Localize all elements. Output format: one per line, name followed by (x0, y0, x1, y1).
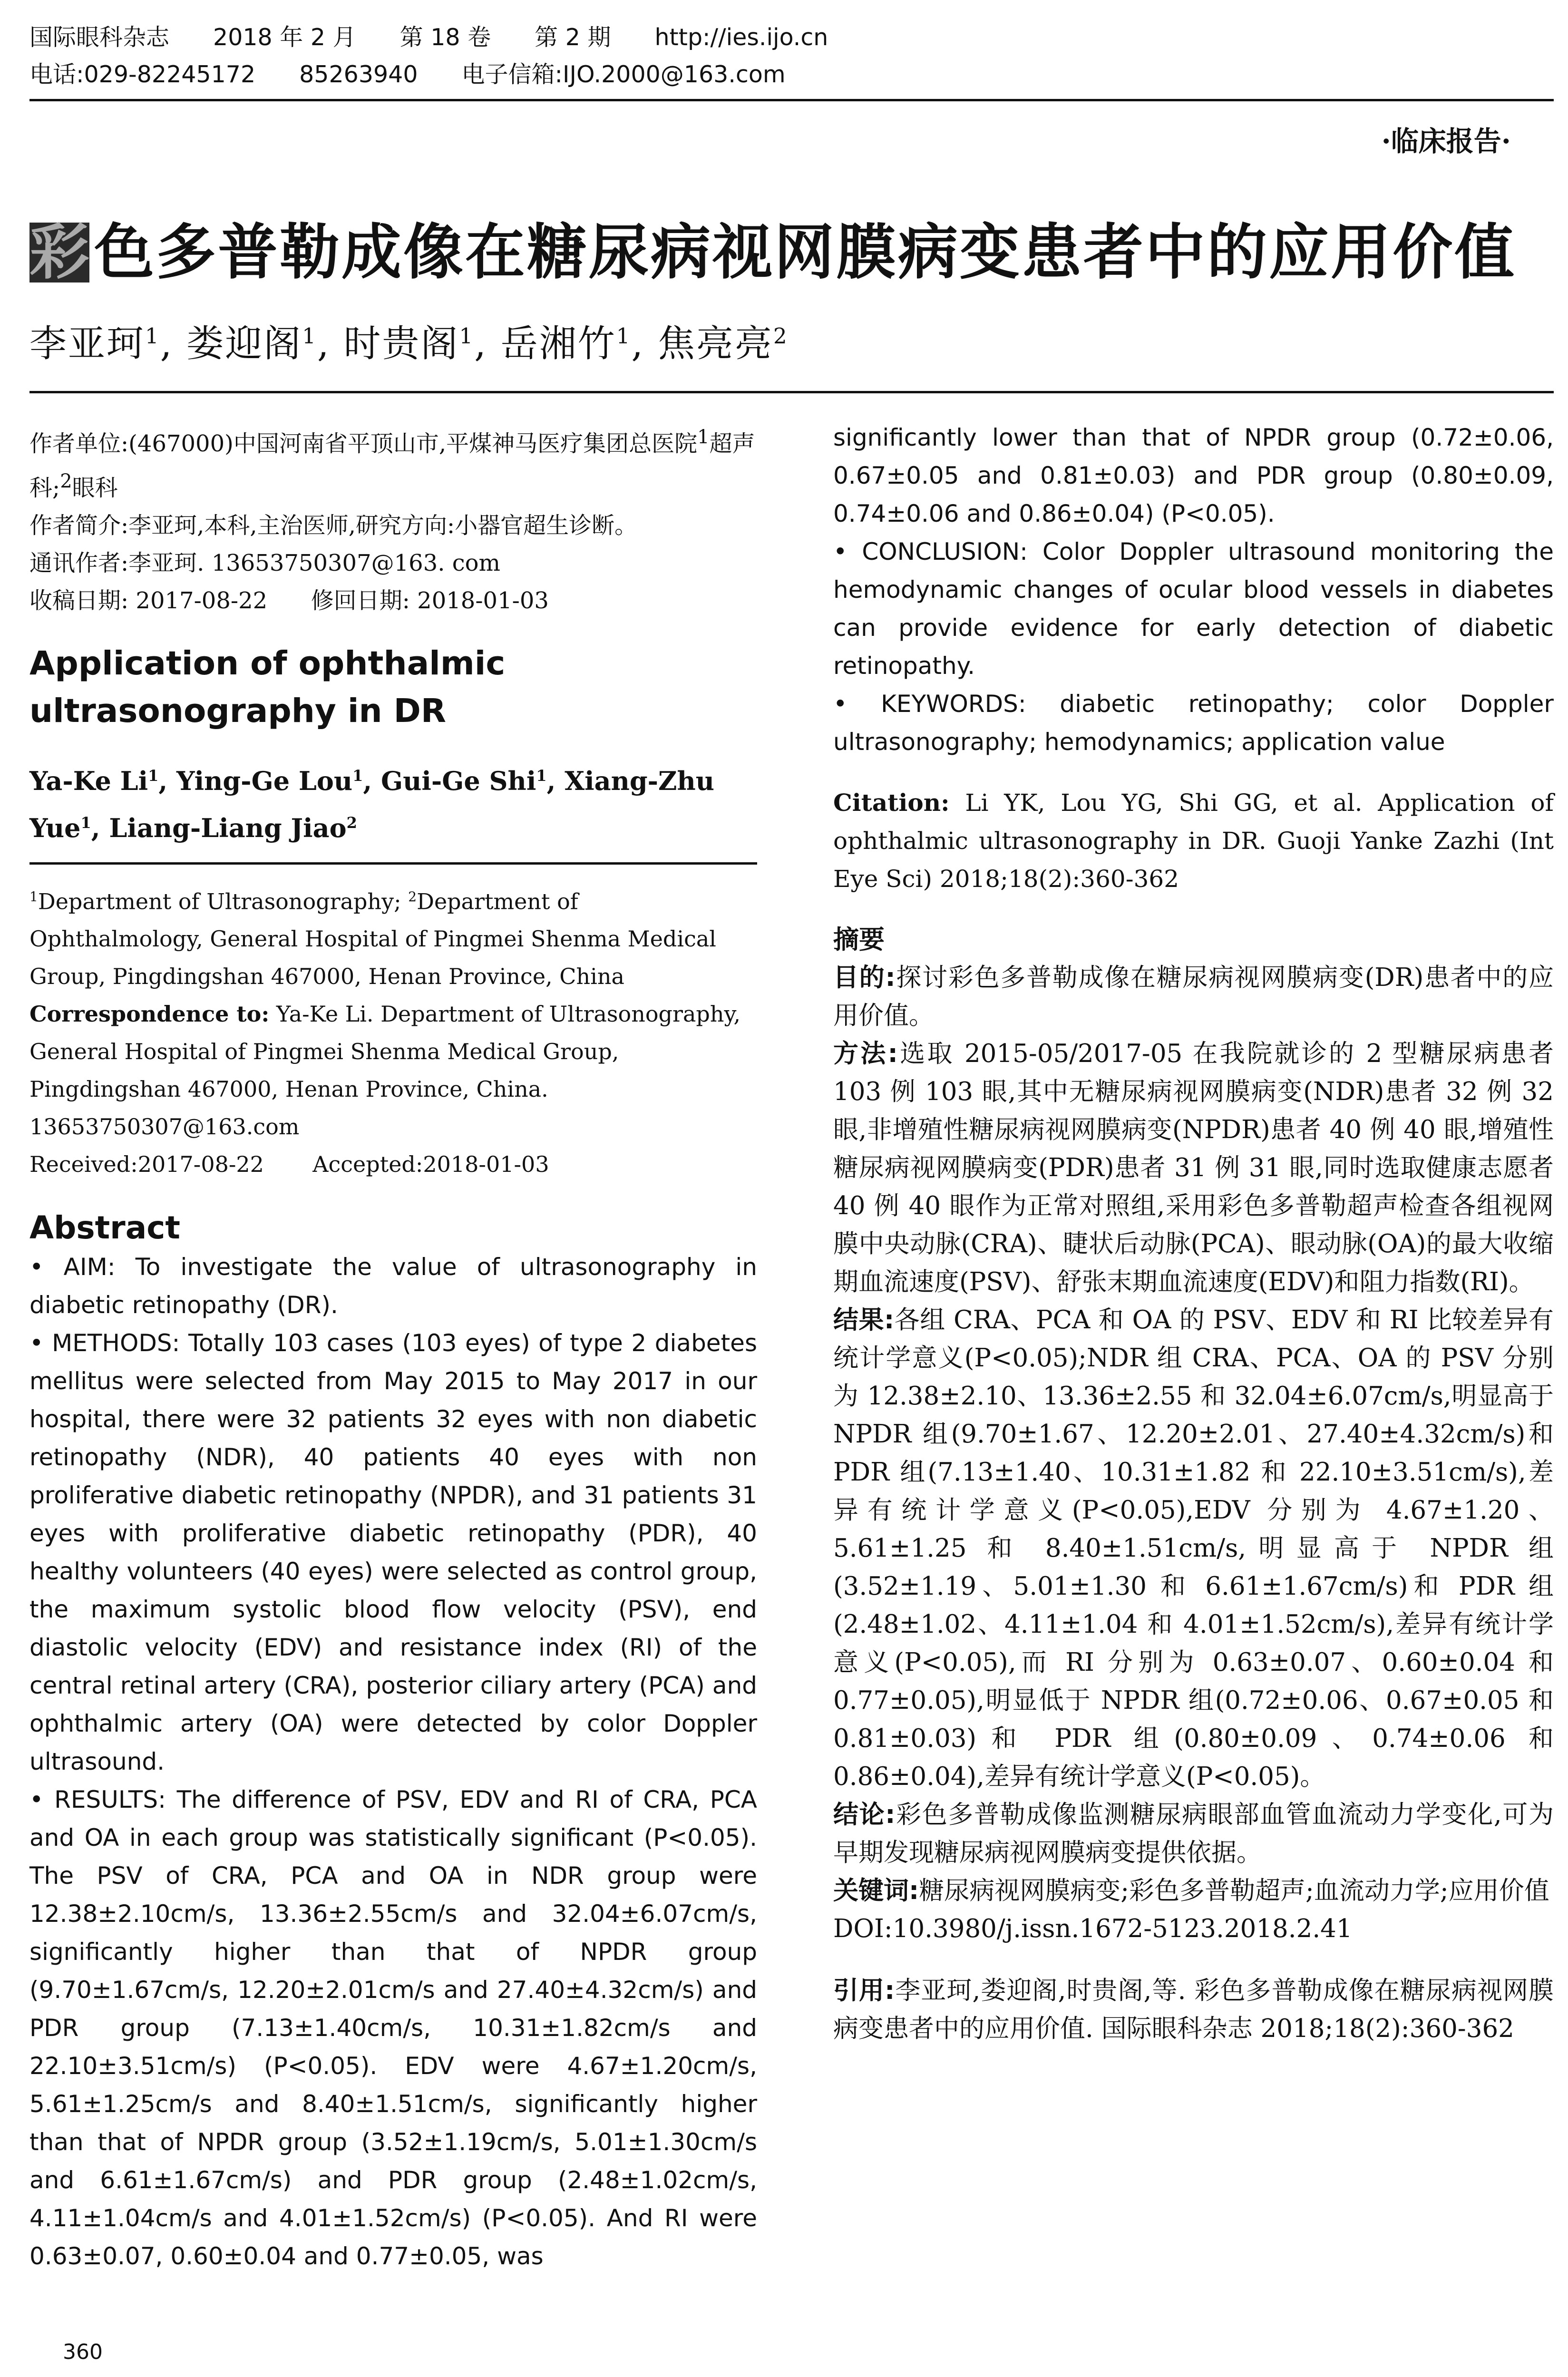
conclusion-label: • CONCLUSION: (833, 538, 1028, 565)
citation-en (833, 784, 1554, 898)
cn-conclusion (833, 1796, 1554, 1872)
author-sup: 2 (346, 814, 357, 832)
unit-sup: 2 (60, 470, 72, 492)
title-dropcap: 彩 (29, 217, 91, 287)
author-bio: 作者简介:李亚珂,本科,主治医师,研究方向:小器官超生诊断。 (29, 512, 638, 539)
author-en: Xiang-Zhu Yue (29, 766, 714, 843)
author-sup: 1 (80, 814, 91, 832)
cn-citation-text: 李亚珂,娄迎阁,时贵阁,等. 彩色多普勒成像在糖尿病视网膜病变患者中的应用价值. 国际眼科杂志 2018;18(2):360-362 (833, 1976, 1554, 2043)
left-column (29, 419, 757, 2275)
author-cn: 焦亮亮 (658, 322, 774, 365)
cn-keywords-text: 糖尿病视网膜病变;彩色多普勒超声;血流动力学;应用价值 (919, 1876, 1549, 1905)
methods-text: Totally 103 cases (103 eyes) of type 2 diabetes mellitus were selected from May 2015 to May 2017 in our hospital, there were 32 patients 32 eyes with non diabetic retinopathy (NDR), 40 patients 40 eyes with non proliferative diabetic retinopathy (NPDR), and 31 patients 31 eyes with proliferative diabetic retinopathy (PDR), 40 healthy volunteers (40 eyes) were selected as control group, the maximum systolic blood flow velocity (PSV), end diastolic velocity (EDV) and resistance index (RI) of the central retinal artery (CRA), posterior ciliary artery (PCA) and ophthalmic artery (OA) were detected by color Doppler ultrasound. (29, 1329, 757, 1776)
corresponding-author: 通讯作者:李亚珂. 13653750307@163. com (29, 550, 501, 576)
author-cn: 岳湘竹 (500, 322, 616, 365)
citation-label: Citation: (833, 789, 950, 817)
email[interactable]: 电子信箱:IJO.2000@163.com (461, 61, 786, 88)
aim-text: To investigate the value of ultrasonography in diabetic retinopathy (DR). (29, 1253, 757, 1319)
affiliation-rule (29, 862, 757, 865)
affil-dept: Department of Ultrasonography; (38, 888, 401, 915)
phone: 电话:029-82245172 (29, 61, 256, 88)
volume: 第 18 卷 (399, 24, 491, 51)
received-date: Received:2017-08-22 (29, 1151, 264, 1178)
cn-conclusion-text: 彩色多普勒成像监测糖尿病眼部血管血流动力学变化,可为早期发现糖尿病视网膜病变提供依据。 (833, 1800, 1554, 1867)
affil-dept: Department of Ophthalmology, General Hospital of Pingmei Shenma Medical Group, Pingdingshan 467000, Henan Province, China (29, 888, 716, 990)
page-number: 360 (63, 2340, 103, 2364)
abstract-aim (29, 1248, 757, 1324)
aim-label: • AIM: (29, 1253, 116, 1281)
abstract-heading: Abstract (29, 1209, 180, 1247)
author-list-cn: 李亚珂$^1$, 娄迎阁$^1$, 时贵阁$^1$, 岳湘竹$^1$, 焦亮亮$^2$ (29, 322, 789, 365)
author-sup: 1 (302, 323, 317, 349)
conclusion-text: Color Doppler ultrasound monitoring the hemodynamic changes of ocular blood vessels in diabetes can provide evidence for early detection of diabetic retinopathy. (833, 538, 1554, 680)
revised-date-cn: 修回日期: 2018-01-03 (311, 587, 549, 614)
author-sup: 1 (616, 323, 632, 349)
author-list-en: Ya-Ke Li$^1$, Ying-Ge Lou$^1$, Gui-Ge Shi$^1$, Xiang-Zhu Yue$^1$, Liang-Liang Jiao$^2$ (29, 766, 714, 843)
author-sup: 1 (145, 323, 160, 349)
issue-date: 2018 年 2 月 (213, 24, 356, 51)
results-label: • RESULTS: (29, 1786, 166, 1814)
right-column (833, 419, 1554, 2048)
author-en: Liang-Liang Jiao (109, 813, 347, 843)
english-title: Application of ophthalmic ultrasonography in DR (29, 644, 506, 730)
author-sup: 1 (352, 767, 363, 785)
abstract-conclusion (833, 533, 1554, 685)
unit-dept: 超声科; (29, 430, 755, 501)
cn-aim-label: 目的: (833, 963, 896, 992)
cn-citation-label: 引用: (833, 1976, 895, 2005)
title-text: 色多普勒成像在糖尿病视网膜病变患者中的应用价值 (94, 217, 1516, 287)
author-sup: 1 (459, 323, 475, 349)
cn-keywords (833, 1872, 1554, 1910)
header-rule (29, 99, 1554, 101)
doi[interactable]: DOI:10.3980/j.issn.1672-5123.2018.2.41 (833, 1914, 1353, 1943)
header-line-1 (29, 19, 1554, 56)
phone-2: 85263940 (299, 61, 418, 88)
unit-text: 作者单位:(467000)中国河南省平顶山市,平煤神马医疗集团总医院 (29, 430, 698, 457)
author-en: Ying-Ge Lou (176, 766, 353, 796)
keywords-label: • KEYWORDS: (833, 690, 1026, 718)
author-en: Gui-Ge Shi (380, 766, 536, 796)
author-sup: 2 (773, 323, 789, 349)
cn-results-label: 结果: (833, 1305, 895, 1335)
section-tag: ·临床报告· (1381, 125, 1511, 157)
author-en: Ya-Ke Li (29, 766, 148, 796)
journal-name: 国际眼科杂志 (29, 24, 170, 51)
cn-abstract-heading: 摘要 (833, 925, 885, 955)
author-sup: 1 (148, 767, 159, 785)
affil-sup: 2 (408, 889, 417, 905)
citation-cn (833, 1972, 1554, 2048)
abstract-results (29, 1781, 757, 2275)
author-cn: 时贵阁 (343, 322, 459, 365)
correspondence-text: Ya-Ke Li. Department of Ultrasonography, General Hospital of Pingmei Shenma Medical Group, Pingdingshan 467000, Henan Province, China. 13653750307@163.com (29, 1001, 740, 1140)
accepted-date: Accepted:2018-01-03 (312, 1151, 549, 1178)
author-sup: 1 (536, 767, 547, 785)
article-title (29, 205, 1516, 291)
affiliation (29, 878, 757, 1183)
cn-aim-text: 探讨彩色多普勒成像在糖尿病视网膜病变(DR)患者中的应用价值。 (833, 963, 1554, 1030)
dates-cn (29, 582, 757, 620)
abstract-results-cont: significantly lower than that of NPDR group (0.72±0.06, 0.67±0.05 and 0.81±0.03) and PDR group (0.80±0.09, 0.74±0.06 and 0.86±0.04) (P<0.05). (833, 424, 1554, 527)
title-rule (29, 391, 1554, 393)
unit-sup: 1 (697, 426, 710, 448)
header-line-2 (29, 56, 1554, 93)
cn-results-text: 各组 CRA、PCA 和 OA 的 PSV、EDV 和 RI 比较差异有统计学意义(P<0.05);NDR 组 CRA、PCA、OA 的 PSV 分别为 12.38±2.10、13.36±2.55 和 32.04±6.07cm/s,明显高于 NPDR 组(9.70±1.67、12.20±2.01、27.40±4.32cm/s)和 PDR 组(7.13±1.40、10.31±1.82 和 22.10±3.51cm/s),差异有统计学意义(P<0.05),EDV 分别为 4.67±1.20、5.61±1.25 和 8.40±1.51cm/s,明显高于 NPDR 组(3.52±1.19、5.01±1.30 和 6.61±1.67cm/s)和 PDR 组(2.48±1.02、4.11±1.04 和 4.01±1.52cm/s),差异有统计学意义(P<0.05),而 RI 分别为 0.63±0.07、0.60±0.04 和 0.77±0.05),明显低于 NPDR 组(0.72±0.06、0.67±0.05 和 0.81±0.03)和 PDR 组(0.80±0.09、0.74±0.06 和 0.86±0.04),差异有统计学意义(P<0.05)。 (833, 1305, 1554, 1791)
journal-header (29, 19, 1554, 93)
cn-aim (833, 959, 1554, 1035)
received-date-cn: 收稿日期: 2017-08-22 (29, 587, 268, 614)
methods-label: • METHODS: (29, 1329, 180, 1357)
author-unit (29, 419, 757, 507)
correspondence-label: Correspondence to: (29, 1001, 270, 1027)
unit-dept: 眼科 (72, 475, 118, 501)
citation-text: Li YK, Lou YG, Shi GG, et al. Application of ophthalmic ultrasonography in DR. Guoji Yanke Zazhi (Int Eye Sci) 2018;18(2):360-362 (833, 789, 1554, 893)
cn-methods-text: 选取 2015-05/2017-05 在我院就诊的 2 型糖尿病患者 103 例 103 眼,其中无糖尿病视网膜病变(NDR)患者 32 例 32 眼,非增殖性糖尿病视网膜病变(NPDR)患者 40 例 40 眼,增殖性糖尿病视网膜病变(PDR)患者 31 例 31 眼,同时选取健康志愿者 40 例 40 眼作为正常对照组,采用彩色多普勒超声检查各组视网膜中央动脉(CRA)、睫状后动脉(PCA)、眼动脉(OA)的最大收缩期血流速度(PSV)、舒张末期血流速度(EDV)和阻力指数(RI)。 (833, 1039, 1554, 1296)
abstract-keywords (833, 685, 1554, 761)
affil-sup: 1 (29, 889, 38, 905)
results-text: The difference of PSV, EDV and RI of CRA, PCA and OA in each group was statistically significant (P<0.05). The PSV of CRA, PCA and OA in NDR group were 12.38±2.10cm/s, 13.36±2.55cm/s and 32.04±6.07cm/s, significantly higher than that of NPDR group (9.70±1.67cm/s, 12.20±2.01cm/s and 27.40±4.32cm/s) and PDR group (7.13±1.40cm/s, 10.31±1.82cm/s and 22.10±3.51cm/s) (P<0.05). EDV were 4.67±1.20cm/s, 5.61±1.25cm/s and 8.40±1.51cm/s, significantly higher than that of NPDR group (3.52±1.19cm/s, 5.01±1.30cm/s and 6.61±1.67cm/s) and PDR group (2.48±1.02cm/s, 4.11±1.04cm/s and 4.01±1.52cm/s) (P<0.05). And RI were 0.63±0.07, 0.60±0.04 and 0.77±0.05, was (29, 1786, 758, 2270)
author-cn: 李亚珂 (29, 322, 146, 365)
keywords-text: diabetic retinopathy; color Doppler ultrasonography; hemodynamics; application value (833, 690, 1554, 756)
abstract-methods (29, 1324, 757, 1781)
cn-methods-label: 方法: (833, 1039, 898, 1068)
issue-number: 第 2 期 (535, 24, 611, 51)
cn-results (833, 1301, 1554, 1796)
cn-keywords-label: 关键词: (833, 1876, 919, 1905)
author-cn: 娄迎阁 (186, 322, 302, 365)
cn-methods (833, 1035, 1554, 1301)
cn-conclusion-label: 结论: (833, 1800, 896, 1829)
journal-url[interactable]: http://ies.ijo.cn (654, 24, 828, 51)
